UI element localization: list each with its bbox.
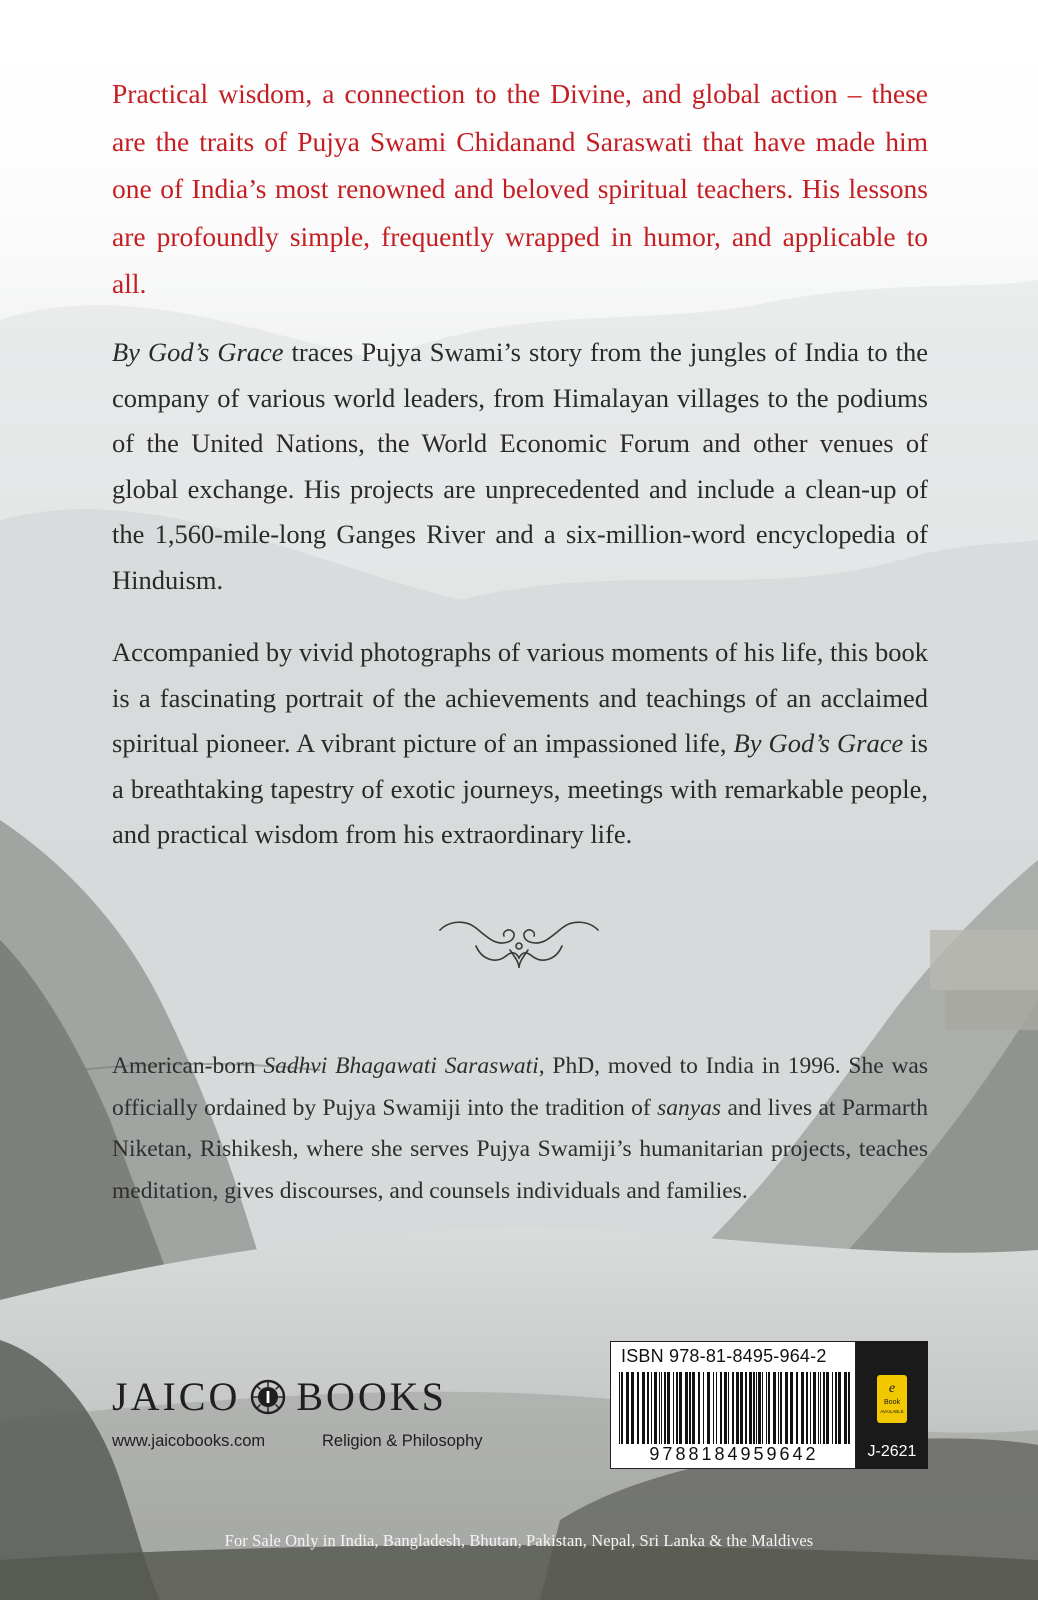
author-bio	[112, 1046, 928, 1212]
ebook-e: e	[888, 1381, 896, 1396]
bio-text-c: and lives at Parmarth Niketan, Rishikesh, where she serves Pujya Swamiji’s humanitarian projects, teaches meditation, gives discourses, and counsels individuals and families.	[112, 1094, 928, 1204]
book-title-italic: By God’s Grace	[733, 728, 904, 758]
barcode-bars-icon	[617, 1372, 851, 1444]
description-paragraph-2	[112, 630, 928, 858]
publisher-logo	[112, 1372, 512, 1422]
paragraph-2-text-b: is a breathtaking tapestry of exotic journeys, meetings with remarkable people, and practical wisdom from his extraordinary life.	[112, 728, 928, 849]
book-title-italic: By God’s Grace	[112, 337, 284, 367]
barcode-block	[610, 1341, 928, 1469]
bio-text-b: , PhD, moved to India in 1996. She was officially ordained by Pujya Swamiji into the tradition of	[112, 1053, 928, 1121]
sanyas-term-italic: sanyas	[657, 1094, 722, 1121]
ornament-flourish-icon	[436, 916, 602, 976]
paragraph-2-text-a: Accompanied by vivid photographs of various moments of his life, this book is a fascinating portrait of the achievements and teachings of an acclaimed spiritual pioneer. A vibrant picture of an impassioned life,	[112, 637, 928, 758]
publisher-name-left: JAICO	[112, 1374, 241, 1419]
publisher-meta	[112, 1432, 512, 1451]
publisher-block	[112, 1372, 512, 1451]
sale-notice: For Sale Only in India, Bangladesh, Bhutan, Pakistan, Nepal, Sri Lanka & the Maldives	[224, 1531, 814, 1550]
publisher-name-right: BOOKS	[296, 1374, 447, 1419]
intro-blurb: Practical wisdom, a connection to the Divine, and global action – these are the traits of Pujya Swami Chidanand Saraswati that have made him one of India’s most renowned and beloved spiritual teachers. His lessons are profoundly simple, frequently wrapped in humor, and applicable to all.	[112, 78, 928, 299]
author-name-italic: Sadhvi Bhagawati Saraswati	[263, 1053, 539, 1079]
paragraph-1-text: traces Pujya Swami’s story from the jungles of India to the company of various world leaders, from Himalayan villages to the podiums of the United Nations, the World Economic Forum and other venues of global exchange. His projects are unprecedented and include a clean-up of the 1,560-mile-long Ganges River and a six-million-word encyclopedia of Hinduism.	[112, 337, 928, 595]
description-paragraph-1	[112, 330, 928, 603]
catalog-code: J-2621	[867, 1443, 917, 1460]
isbn-text: ISBN 978-81-8495-964-2	[621, 1346, 827, 1366]
bio-text-a: American-born	[112, 1053, 264, 1079]
ebook-available: AVAILABLE	[880, 1409, 904, 1414]
ebook-label: Book	[884, 1399, 900, 1406]
jaico-emblem-icon	[250, 1379, 286, 1415]
ebook-side-panel	[856, 1341, 928, 1469]
barcode-panel	[610, 1341, 856, 1469]
book-category: Religion & Philosophy	[322, 1432, 483, 1450]
publisher-url[interactable]: www.jaicobooks.com	[112, 1432, 266, 1450]
barcode-digits: 9788184959642	[649, 1444, 819, 1464]
ebook-available-badge	[877, 1375, 907, 1423]
